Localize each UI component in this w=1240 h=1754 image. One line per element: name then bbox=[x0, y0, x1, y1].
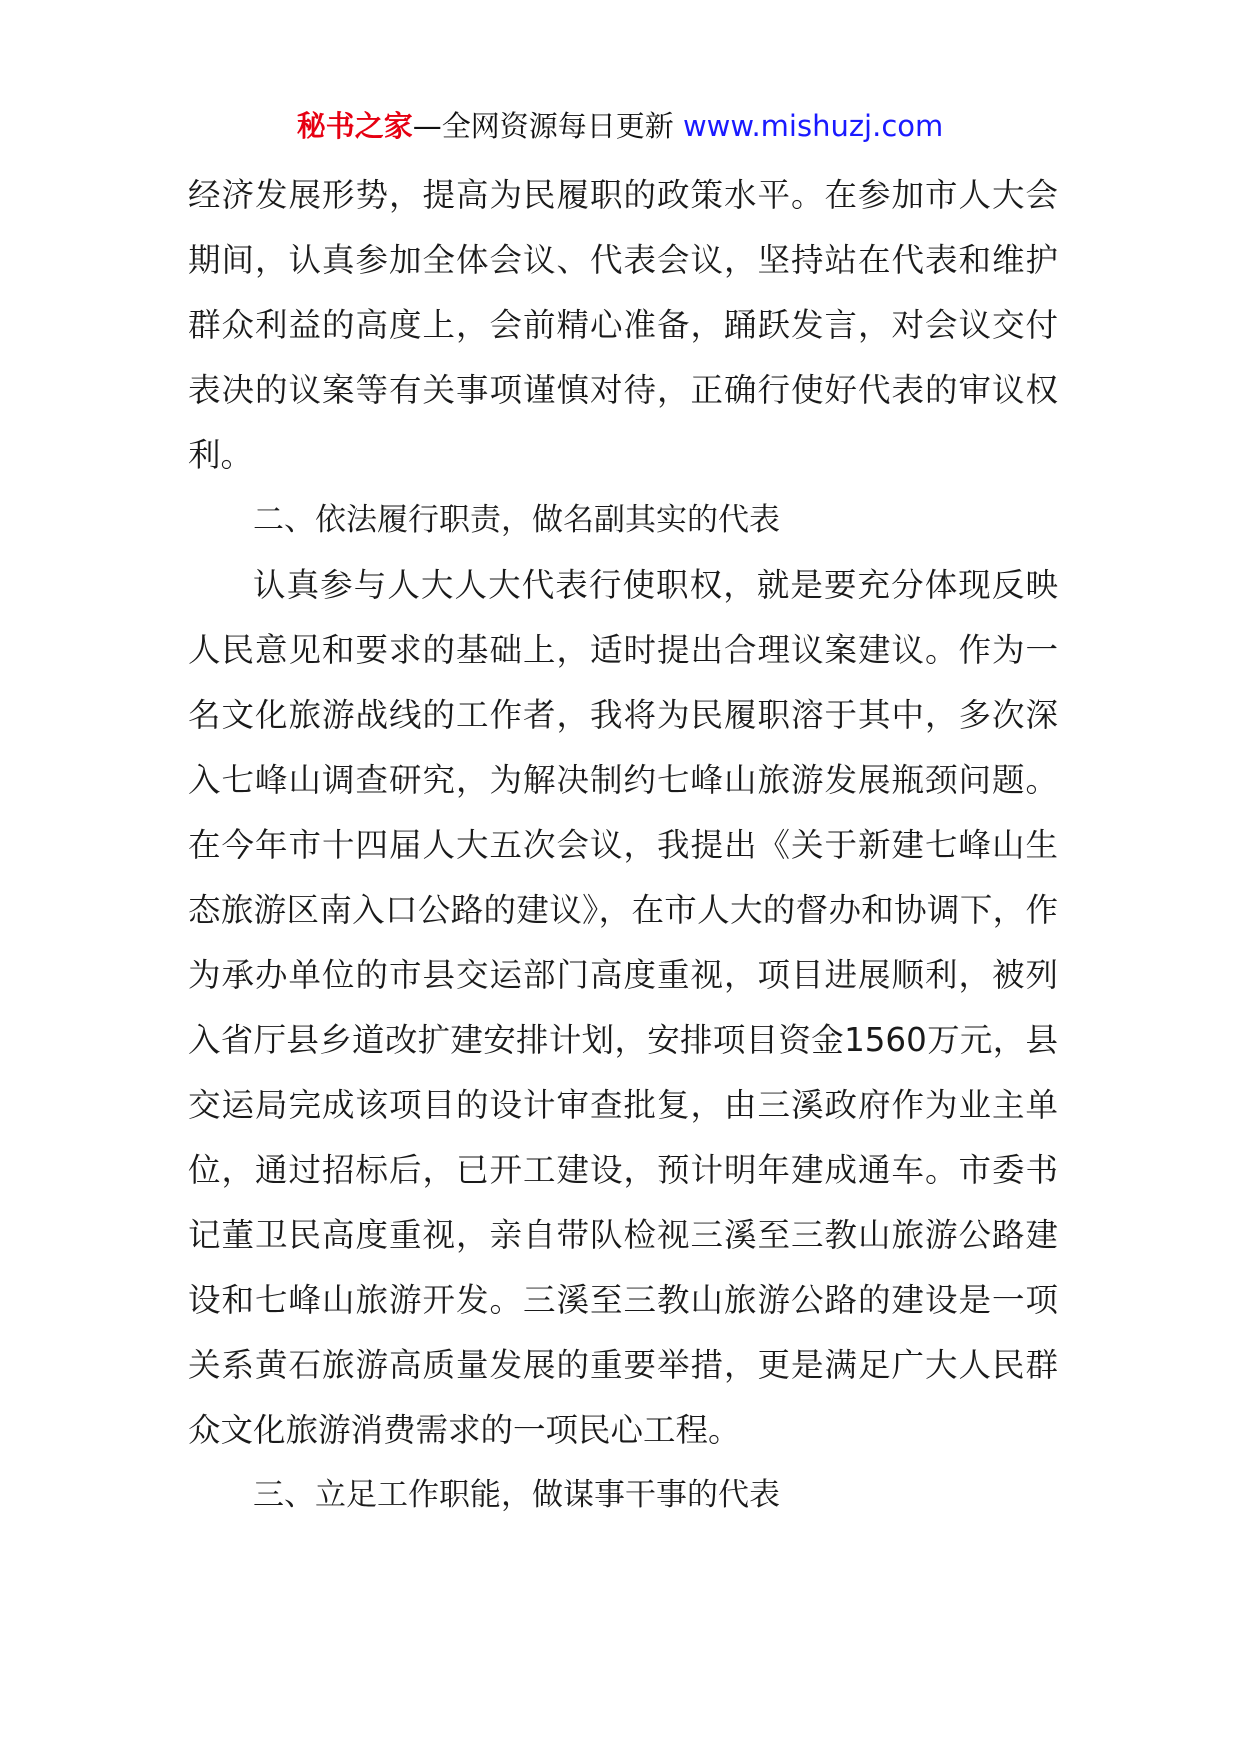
page-header bbox=[0, 104, 1240, 148]
header-brand: 秘书之家 bbox=[296, 109, 413, 143]
header-url-link[interactable]: www.mishuzj.com bbox=[682, 109, 944, 143]
header-slogan: —全网资源每日更新 bbox=[412, 109, 674, 143]
section-heading-2: 二、依法履行职责，做名副其实的代表 bbox=[253, 502, 780, 538]
section-heading-3: 三、立足工作职能，做谋事干事的代表 bbox=[253, 1477, 780, 1513]
paragraph-section-2: 认真参与人大人大代表行使职权，就是要充分体现反映人民意见和要求的基础上，适时提出合理议案建议。作为一名文化旅游战线的工作者，我将为民履职溶于其中，多次深入七峰山调查研究，为解决制约七峰山旅游发展瓶颈问题。在今年市十四届人大五次会议，我提出《关于新建七峰山生态旅游区南入口公路的建议》，在市人大的督办和协调下，作为承办单位的市县交运部门高度重视，项目进展顺利，被列入省厅县乡道改扩建安排计划，安排项目资金1560万元，县交运局完成该项目的设计审查批复，由三溪政府作为业主单位，通过招标后，已开工建设，预计明年建成通车。市委书记董卫民高度重视，亲自带队检视三溪至三教山旅游公路建设和七峰山旅游开发。三溪至三教山旅游公路的建设是一项关系黄石旅游高质量发展的重要举措，更是满足广大人民群众文化旅游消费需求的一项民心工程。 bbox=[188, 566, 1058, 1449]
document-body bbox=[188, 163, 1058, 1528]
paragraph-continuation: 经济发展形势，提高为民履职的政策水平。在参加市人大会期间，认真参加全体会议、代表会议，坚持站在代表和维护群众利益的高度上，会前精心准备，踊跃发言，对会议交付表决的议案等有关事项谨慎对待，正确行使好代表的审议权利。 bbox=[188, 176, 1058, 474]
